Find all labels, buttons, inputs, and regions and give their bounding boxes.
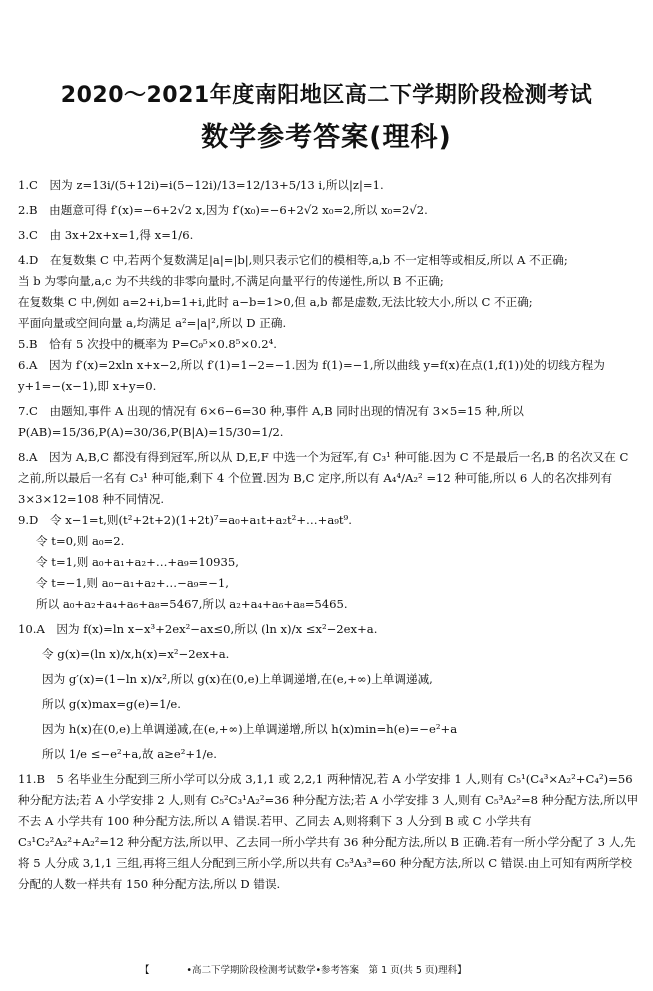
footer-text: •高二下学期阶段检测考试数学•参考答案 第 1 页(共 5 页)理科】 xyxy=(186,965,467,976)
answer-10-line-4: 所以 g(x)max=g(e)=1/e. xyxy=(42,697,181,711)
answer-9-line-4: 令 t=−1,则 a₀−a₁+a₂+…−a₉=−1, xyxy=(36,576,229,590)
answer-4: 4.D 在复数集 C 中,若两个复数满足|a|=|b|,则只表示它们的模相等,a,b 不一定相等或相反,所以 A 不正确; xyxy=(18,253,568,267)
answer-5: 5.B 恰有 5 次投中的概率为 P=C₉⁵×0.8⁵×0.2⁴. xyxy=(18,337,277,351)
answer-4-line-4: 平面向量或空间向量 a,均满足 a²=|a|²,所以 D 正确. xyxy=(18,316,287,330)
answer-6: 6.A 因为 f′(x)=2xln x+x−2,所以 f′(1)=1−2=−1.因为 f(1)=−1,所以曲线 y=f(x)在点(1,f(1))处的切线方程为 y+1=−(x−1),即 x+y=0. xyxy=(18,358,605,393)
footer-bracket: 【 xyxy=(140,965,150,976)
answer-9: 9.D 令 x−1=t,则(t²+2t+2)(1+2t)⁷=a₀+a₁t+a₂t²+…+a₉t⁹. xyxy=(18,513,352,527)
answer-10-line-3: 因为 g′(x)=(1−ln x)/x²,所以 g(x)在(0,e)上单调递增,在(e,+∞)上单调递减, xyxy=(42,672,433,686)
answer-2: 2.B 由题意可得 f′(x)=−6+2√2 x,因为 f′(x₀)=−6+2√2 x₀=2,所以 x₀=2√2. xyxy=(18,203,428,217)
answer-10: 10.A 因为 f(x)=ln x−x³+2ex²−ax≤0,所以 (ln x)/x ≤x²−2ex+a. xyxy=(18,622,378,636)
answer-3: 3.C 由 3x+2x+x=1,得 x=1/6. xyxy=(18,228,194,242)
page-title: 2020～2021年度南阳地区高二下学期阶段检测考试 xyxy=(60,83,593,108)
answer-1: 1.C 因为 z=13i/(5+12i)=i(5−12i)/13=12/13+5/13 i,所以|z|=1. xyxy=(18,178,384,192)
answer-10-line-2: 令 g(x)=(ln x)/x,h(x)=x²−2ex+a. xyxy=(42,647,230,661)
page-footer xyxy=(0,962,653,976)
answer-list xyxy=(18,175,640,895)
answer-11: 11.B 5 名毕业生分配到三所小学可以分成 3,1,1 或 2,2,1 两种情况,若 A 小学安排 1 人,则有 C₅¹(C₄³×A₂²+C₄²)=56 种分配方法;若 A 小学安排 2 人,则有 C₅²C₃¹A₂²=36 种分配方法;若 A 小学安排 3 人,则有 C₅³A₂²=8 种分配方法,所以甲不去 A 小学共有 100 种分配方法,所以 A 错误.若甲、乙同去 A,则将剩下 3 人分到 B 或 C 小学共有 C₃¹C₂²A₂²+A₂²=12 种分配方法,所以甲、乙去同一所小学共有 36 种分配方法,所以 B 正确.若有一所小学分配了 3 人,先将 5 人分成 3,1,1 三组,再将三组人分配到三所小学,所以共有 C₅³A₃³=60 种分配方法,所以 C 错误.由上可知有两所学校分配的人数一样共有 150 种分配方法,所以 D 错误. xyxy=(18,772,639,891)
answer-9-line-5: 所以 a₀+a₂+a₄+a₆+a₈=5467,所以 a₂+a₄+a₆+a₈=5465. xyxy=(36,597,348,611)
answer-9-line-3: 令 t=1,则 a₀+a₁+a₂+…+a₉=10935, xyxy=(36,555,239,569)
answer-10-line-5: 因为 h(x)在(0,e)上单调递减,在(e,+∞)上单调递增,所以 h(x)min=h(e)=−e²+a xyxy=(42,722,458,736)
answer-9-line-2: 令 t=0,则 a₀=2. xyxy=(36,534,125,548)
answer-4-line-2: 当 b 为零向量,a,c 为不共线的非零向量时,不满足向量平行的传递性,所以 B 不正确; xyxy=(18,274,444,288)
page-subtitle: 数学参考答案(理科) xyxy=(201,122,452,153)
answer-4-line-3: 在复数集 C 中,例如 a=2+i,b=1+i,此时 a−b=1>0,但 a,b 都是虚数,无法比较大小,所以 C 不正确; xyxy=(18,295,533,309)
answer-7: 7.C 由题知,事件 A 出现的情况有 6×6−6=30 种,事件 A,B 同时出现的情况有 3×5=15 种,所以 P(AB)=15/36,P(A)=30/36,P(B|A)=15/30=1/2. xyxy=(18,404,524,439)
answer-10-line-6: 所以 1/e ≤−e²+a,故 a≥e²+1/e. xyxy=(42,747,217,761)
answer-8: 8.A 因为 A,B,C 都没有得到冠军,所以从 D,E,F 中选一个为冠军,有 C₃¹ 种可能.因为 C 不是最后一名,B 的名次又在 C 之前,所以最后一名有 C₃¹ 种可能,剩下 4 个位置.因为 B,C 定序,所以有 A₄⁴/A₂² =12 种可能,所以 6 人的名次排列有 3×3×12=108 种不同情况. xyxy=(18,450,629,506)
